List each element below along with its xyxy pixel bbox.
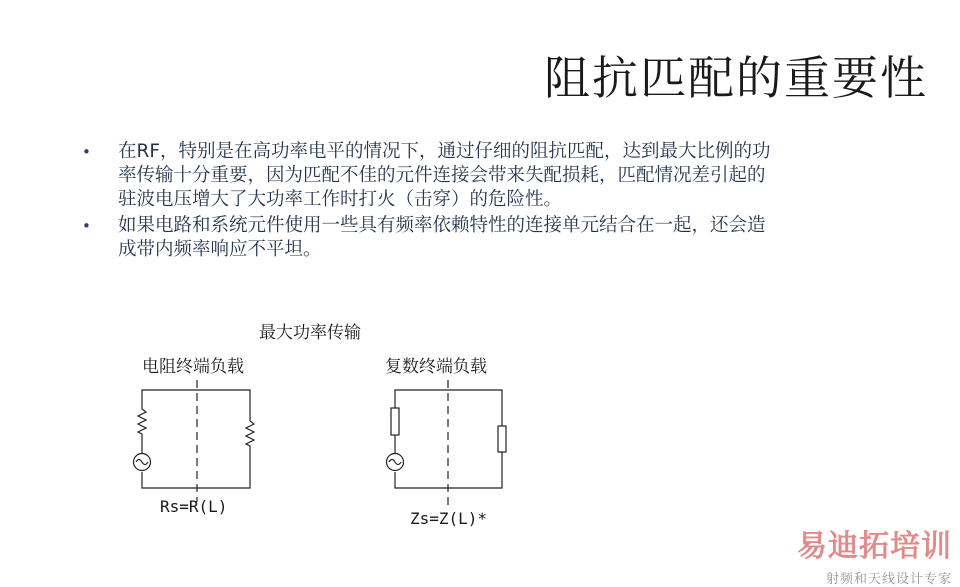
bullet-line: 在RF，特别是在高功率电平的情况下，通过仔细的阻抗匹配，达到最大比例的功 (118, 141, 771, 162)
bullet-line: 成带内频率响应不平坦。 (118, 239, 322, 260)
bullet-line: 如果电路和系统元件使用一些具有频率依赖特性的连接单元结合在一起，还会造 (118, 215, 766, 236)
slide-title: 阻抗匹配的重要性 (544, 51, 928, 105)
left-circuit (134, 380, 255, 502)
left-circuit-label: 电阻终端负载 (142, 357, 244, 377)
watermark (797, 530, 952, 587)
right-formula: Zs=Z(L)* (410, 509, 488, 528)
watermark-logo-text: 易迪拓培训 (797, 529, 952, 564)
load-impedance-icon (498, 426, 506, 452)
diagram-heading: 最大功率传输 (259, 323, 361, 343)
left-circuit-wires (142, 390, 250, 488)
bullet-line: 率传输十分重要，因为匹配不佳的元件连接会带来失配损耗，匹配情况差引起的 (118, 165, 766, 186)
left-formula: Rs=R(L) (160, 497, 228, 516)
bullet-marker: • (82, 143, 91, 161)
right-circuit-label: 复数终端负载 (385, 357, 487, 377)
bullet-line: 驻波电压增大了大功率工作时打火（击穿）的危险性。 (118, 189, 563, 210)
source-impedance-icon (391, 408, 399, 435)
bullet-marker: • (82, 217, 91, 235)
right-circuit (387, 380, 507, 507)
watermark-tagline: 射频和天线设计专家 (825, 572, 952, 587)
